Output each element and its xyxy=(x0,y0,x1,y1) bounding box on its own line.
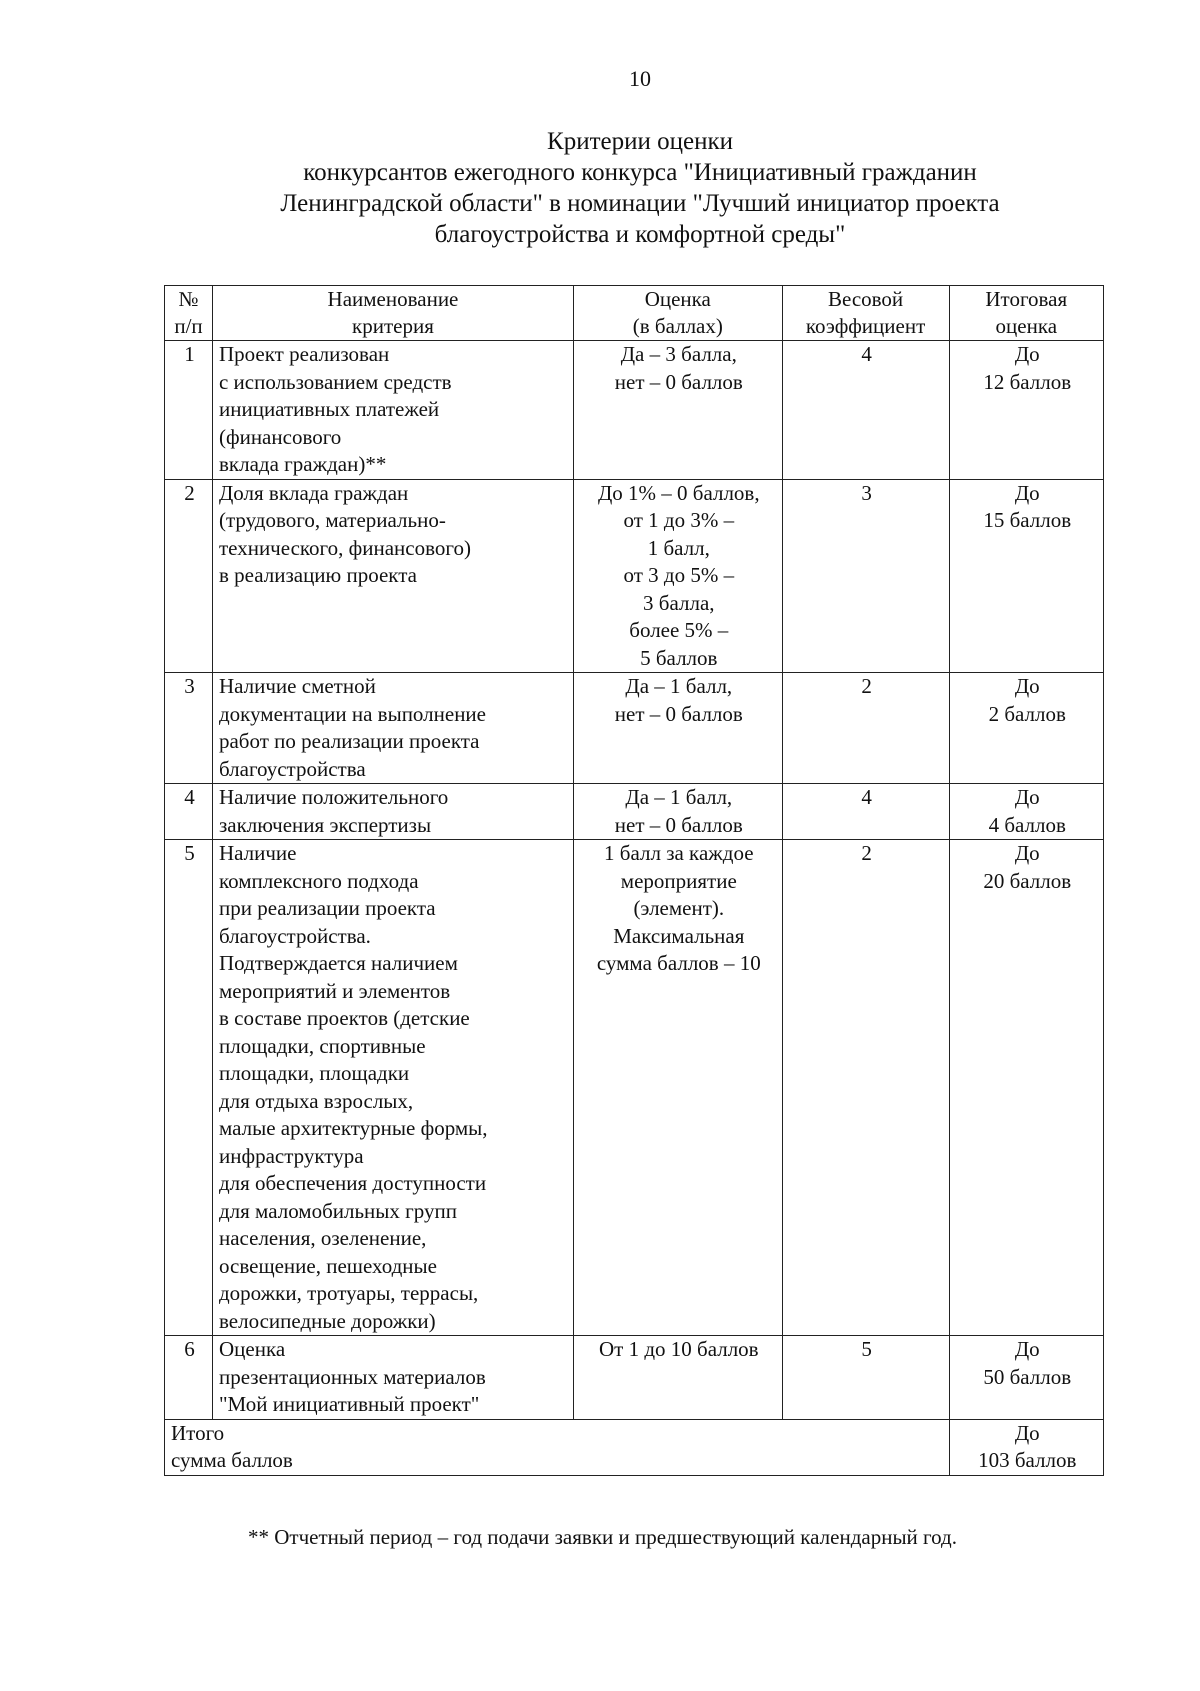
cell-name-line: в реализацию проекта xyxy=(218,563,417,587)
cell-total xyxy=(949,784,1103,840)
header-total: Итоговая оценка xyxy=(949,286,1103,341)
table-row xyxy=(165,341,1104,480)
cell-name-line: "Мой инициативный проект" xyxy=(218,1392,480,1416)
cell-name-line: заключения экспертизы xyxy=(218,812,432,837)
cell-name-line: мероприятий и элементов xyxy=(218,978,451,1003)
table-row xyxy=(165,673,1104,784)
header-num: № п/п xyxy=(165,286,213,341)
cell-total-line: До xyxy=(1014,841,1040,865)
cell-total-line: 4 баллов xyxy=(988,812,1066,837)
cell-name xyxy=(212,341,573,480)
cell-total-line: 15 баллов xyxy=(983,508,1072,532)
table-body xyxy=(165,341,1104,1420)
cell-name-line: комплексного подхода xyxy=(218,868,419,893)
cell-num: 3 xyxy=(165,673,213,784)
cell-score-line: мероприятие xyxy=(620,868,737,893)
header-name: Наименование критерия xyxy=(212,286,573,341)
cell-total xyxy=(949,341,1103,480)
cell-name-line: документации на выполнение xyxy=(218,701,486,726)
cell-name-line: вклада граждан)** xyxy=(218,452,387,476)
cell-name xyxy=(212,784,573,840)
cell-name-line: инициативных платежей xyxy=(218,397,440,421)
criteria-table xyxy=(164,285,1104,1476)
cell-score-line: Да – 1 балл, xyxy=(625,785,733,809)
cell-name-line: при реализации проекта xyxy=(218,896,436,920)
cell-total-line: 20 баллов xyxy=(983,868,1072,893)
cell-score xyxy=(573,479,782,673)
title-line: Критерии оценки xyxy=(547,128,733,155)
header-weight: Весовой коэффициент xyxy=(782,286,949,341)
cell-score xyxy=(573,840,782,1336)
summary-total: До 103 баллов xyxy=(949,1419,1103,1475)
cell-weight: 3 xyxy=(782,479,949,673)
cell-name-line: дорожки, тротуары, террасы, xyxy=(218,1281,479,1305)
cell-total-line: 50 баллов xyxy=(983,1364,1072,1389)
cell-total xyxy=(949,1336,1103,1420)
cell-total xyxy=(949,673,1103,784)
cell-score xyxy=(573,784,782,840)
cell-total-line: До xyxy=(1014,480,1040,505)
cell-score-line: До 1% – 0 баллов, xyxy=(597,480,760,505)
cell-score-line: Максимальная xyxy=(613,923,745,948)
summary-label: Итого сумма баллов xyxy=(165,1419,950,1475)
cell-name-line: Проект реализован xyxy=(218,342,390,366)
cell-name-line: благоустройства xyxy=(218,756,366,781)
cell-num: 5 xyxy=(165,840,213,1336)
title-line: благоустройства и комфортной среды" xyxy=(434,221,846,248)
page-number: 10 xyxy=(629,66,651,91)
cell-name-line: Наличие xyxy=(218,841,297,865)
cell-score-line: нет – 0 баллов xyxy=(614,369,743,394)
cell-name-line: с использованием средств xyxy=(218,369,452,394)
cell-name-line: работ по реализации проекта xyxy=(218,729,480,753)
cell-score-line: более 5% – xyxy=(629,618,729,642)
cell-score-line: Да – 1 балл, xyxy=(625,674,733,698)
cell-score-line: сумма баллов – 10 xyxy=(596,951,761,975)
cell-name-line: (финансового xyxy=(218,424,342,449)
cell-num: 6 xyxy=(165,1336,213,1420)
cell-score-line: (элемент). xyxy=(633,896,725,920)
cell-score-line: от 3 до 5% – xyxy=(623,563,735,587)
cell-score-line: нет – 0 баллов xyxy=(614,812,743,837)
cell-total xyxy=(949,479,1103,673)
cell-total-line: 12 баллов xyxy=(983,369,1072,394)
document-title xyxy=(0,126,1200,250)
cell-score-line: нет – 0 баллов xyxy=(614,701,743,726)
cell-name xyxy=(212,673,573,784)
cell-name-line: для маломобильных групп xyxy=(218,1198,457,1223)
cell-name-line: велосипедные дорожки) xyxy=(218,1308,436,1333)
cell-name-line: населения, озеленение, xyxy=(218,1226,427,1250)
cell-name-line: Подтверждается наличием xyxy=(218,951,458,975)
table-row xyxy=(165,479,1104,673)
cell-score xyxy=(573,673,782,784)
cell-num: 1 xyxy=(165,341,213,480)
cell-name-line: технического, финансового) xyxy=(218,535,471,560)
cell-num: 4 xyxy=(165,784,213,840)
cell-name-line: в составе проектов (детские xyxy=(218,1006,470,1030)
cell-name xyxy=(212,1336,573,1420)
cell-score-line: 1 балл за каждое xyxy=(604,841,754,865)
cell-weight: 4 xyxy=(782,341,949,480)
cell-name-line: (трудового, материально- xyxy=(218,508,446,532)
cell-score-line: 1 балл, xyxy=(647,535,710,560)
cell-weight: 2 xyxy=(782,840,949,1336)
header-score: Оценка (в баллах) xyxy=(573,286,782,341)
cell-weight: 4 xyxy=(782,784,949,840)
summary-row xyxy=(165,1419,1104,1475)
cell-score-line: 5 баллов xyxy=(640,645,718,670)
cell-num: 2 xyxy=(165,479,213,673)
cell-name-line: Оценка xyxy=(218,1337,286,1361)
cell-weight: 2 xyxy=(782,673,949,784)
cell-name-line: Наличие сметной xyxy=(218,674,376,698)
table-header-row xyxy=(165,286,1104,341)
cell-score-line: 3 балла, xyxy=(643,590,715,615)
cell-weight: 5 xyxy=(782,1336,949,1420)
cell-name-line: для отдыха взрослых, xyxy=(218,1088,414,1113)
title-line: конкурсантов ежегодного конкурса "Инициативный гражданин xyxy=(303,159,977,186)
table-row xyxy=(165,784,1104,840)
cell-total-line: 2 баллов xyxy=(988,701,1066,726)
cell-total-line: До xyxy=(1014,674,1040,698)
cell-name-line: освещение, пешеходные xyxy=(218,1253,437,1278)
cell-name-line: для обеспечения доступности xyxy=(218,1171,487,1195)
cell-name-line: площадки, площадки xyxy=(218,1061,410,1085)
cell-name xyxy=(212,840,573,1336)
cell-total-line: До xyxy=(1014,785,1040,809)
table-row xyxy=(165,1336,1104,1420)
cell-name-line: Доля вклада граждан xyxy=(218,480,409,505)
cell-name-line: презентационных материалов xyxy=(218,1364,486,1389)
footnote: ** Отчетный период – год подачи заявки и предшествующий календарный год. xyxy=(248,1525,957,1549)
cell-total-line: До xyxy=(1014,342,1040,366)
cell-total xyxy=(949,840,1103,1336)
cell-name xyxy=(212,479,573,673)
cell-score-line: от 1 до 3% – xyxy=(623,508,735,532)
cell-name-line: благоустройства. xyxy=(218,923,371,948)
table-row xyxy=(165,840,1104,1336)
cell-score xyxy=(573,341,782,480)
cell-score-line: Да – 3 балла, xyxy=(620,342,737,366)
cell-total-line: До xyxy=(1014,1337,1040,1361)
title-line: Ленинградской области" в номинации "Лучший инициатор проекта xyxy=(280,190,1000,217)
cell-score-line: От 1 до 10 баллов xyxy=(599,1337,759,1361)
cell-name-line: площадки, спортивные xyxy=(218,1033,426,1058)
cell-name-line: Наличие положительного xyxy=(218,785,449,809)
cell-name-line: инфраструктура xyxy=(218,1143,364,1168)
cell-score xyxy=(573,1336,782,1420)
cell-name-line: малые архитектурные формы, xyxy=(218,1116,488,1140)
